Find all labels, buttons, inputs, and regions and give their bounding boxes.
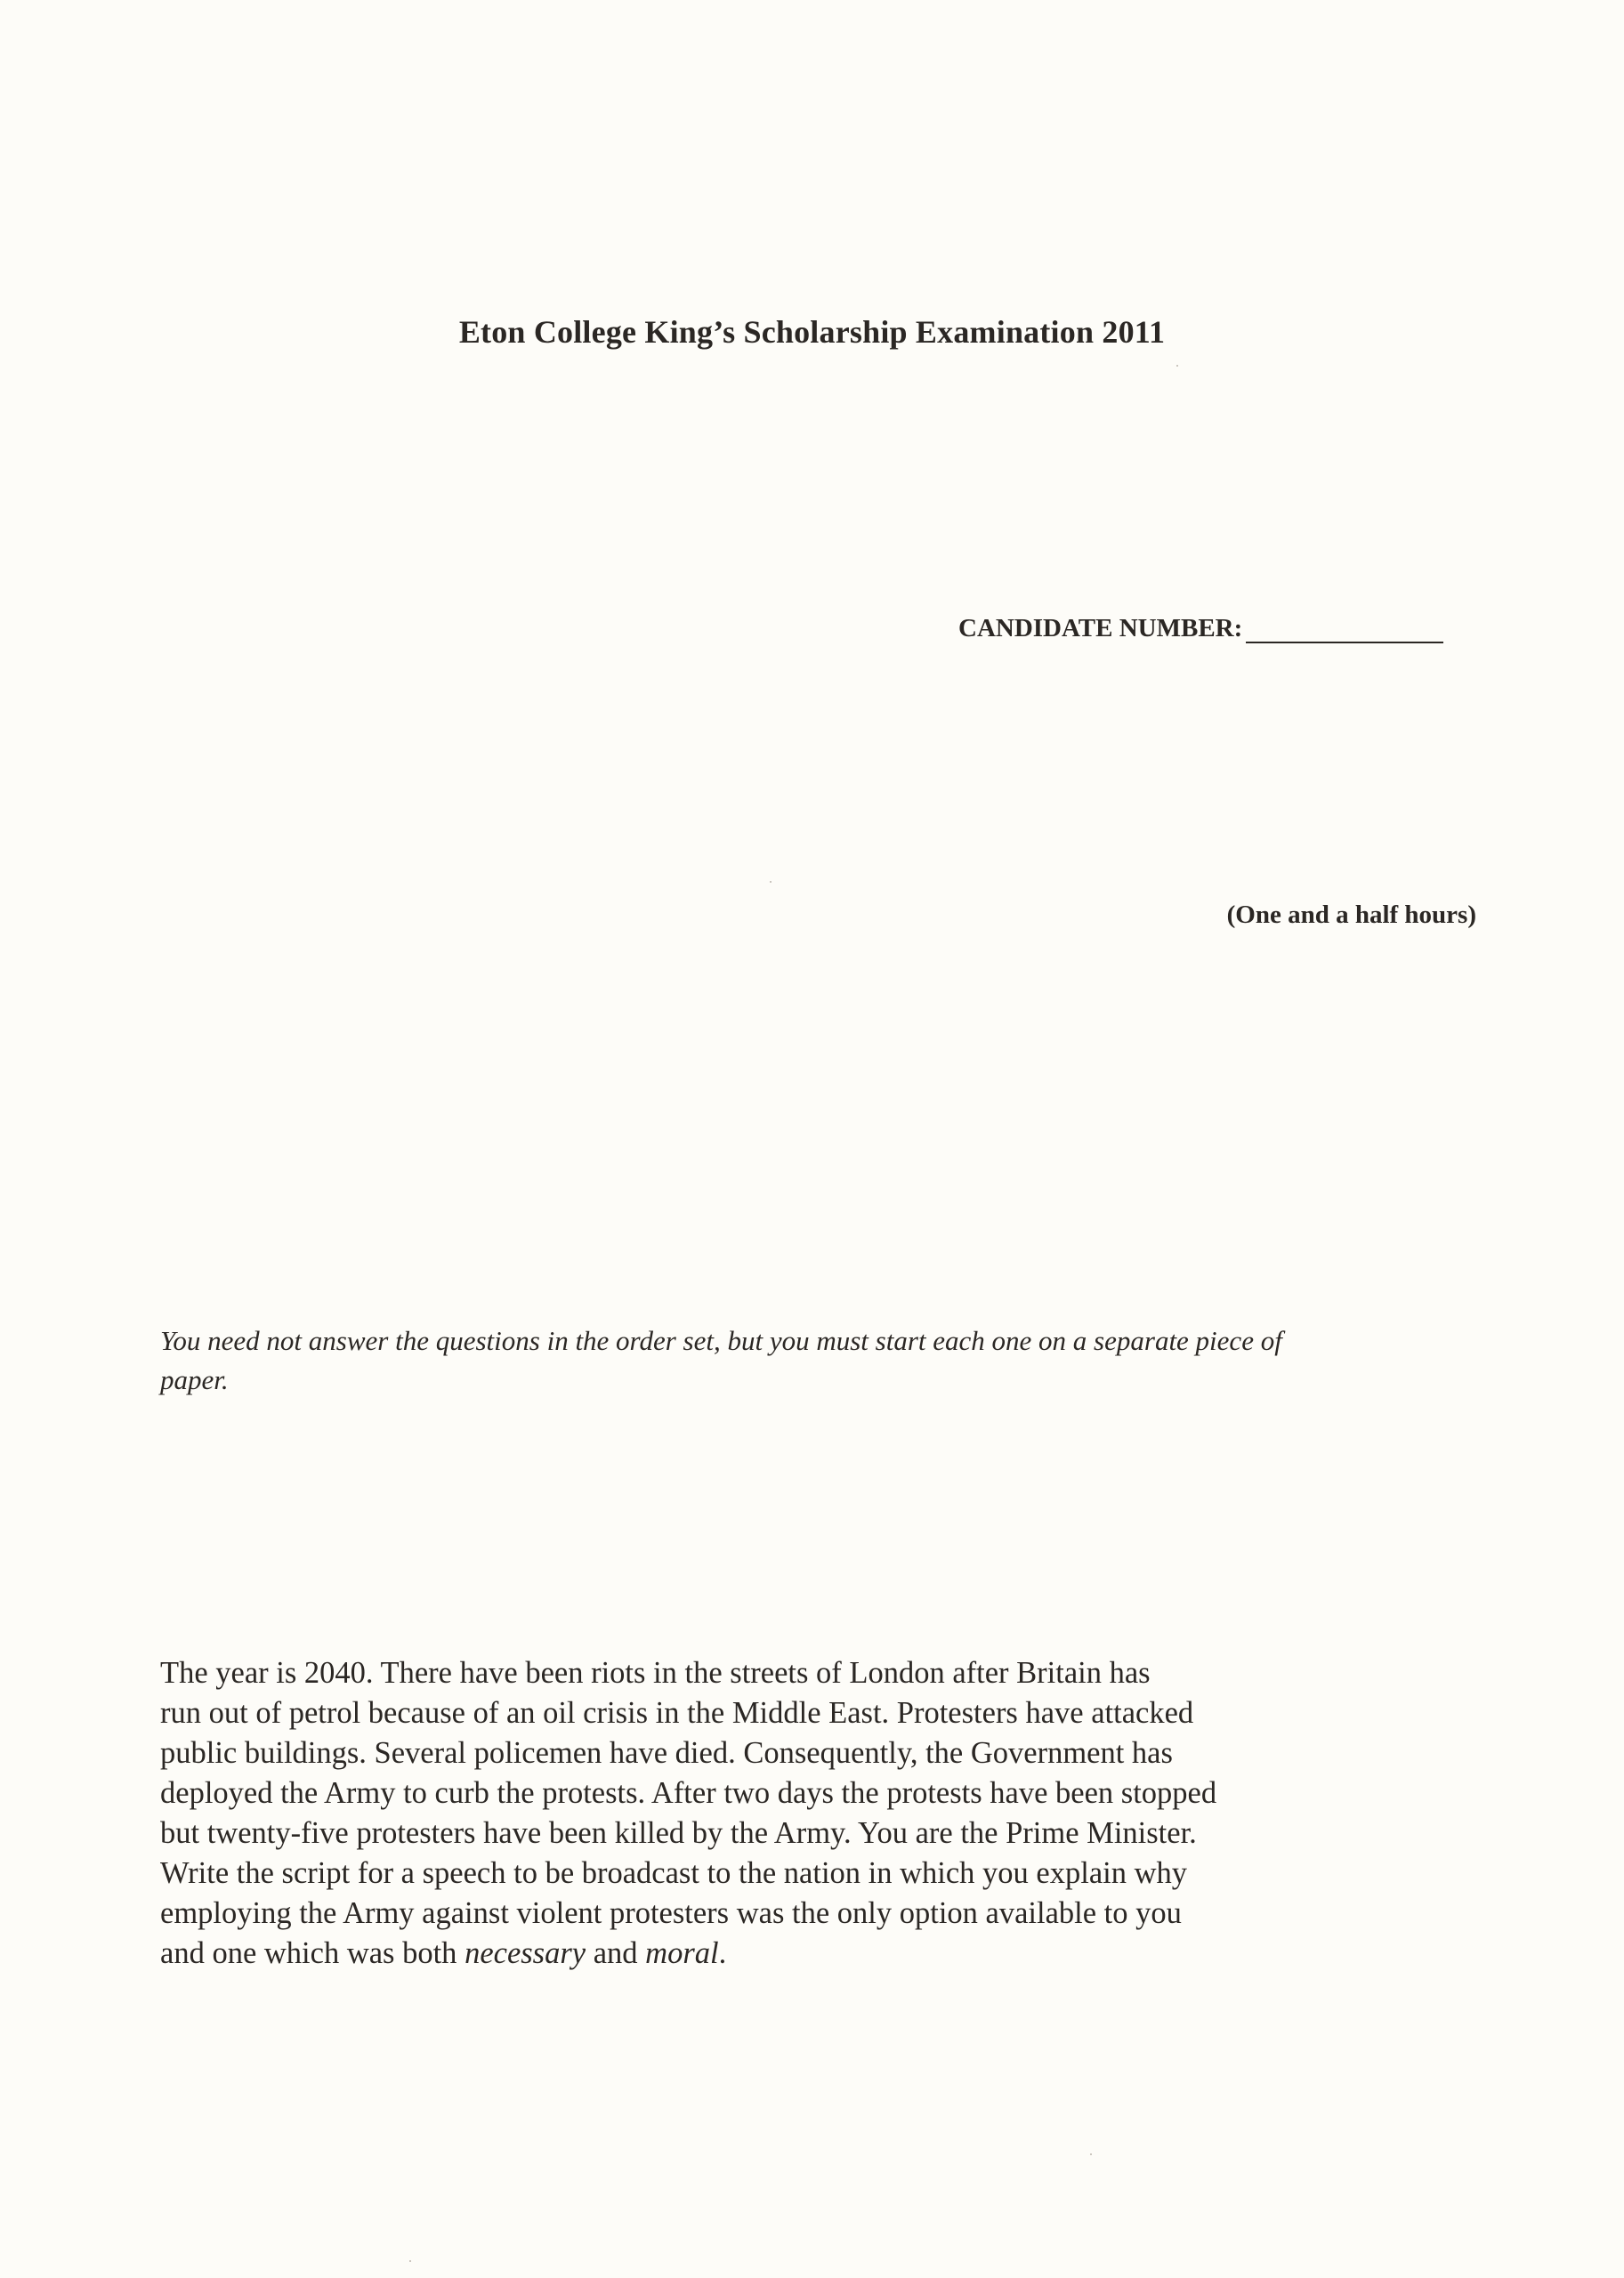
paper-speck — [1176, 365, 1178, 367]
candidate-number-label: CANDIDATE NUMBER: — [958, 614, 1243, 642]
question-emphasis-necessary: necessary — [465, 1936, 586, 1970]
question-line: Write the script for a speech to be broadcast to the nation in which you explain why — [160, 1856, 1188, 1890]
exam-instructions: You need not answer the questions in the order set, but you must start each one on a separate piece of paper. — [160, 1325, 1282, 1395]
candidate-number-blank-line — [1246, 618, 1443, 643]
question-line: run out of petrol because of an oil crisis in the Middle East. Protesters have attacked — [160, 1696, 1194, 1730]
paper-speck — [1090, 2153, 1092, 2155]
exam-question — [160, 1653, 1370, 1974]
question-line: The year is 2040. There have been riots in the streets of London after Britain has — [160, 1656, 1151, 1690]
question-line: but twenty-five protesters have been killed by the Army. You are the Prime Minister. — [160, 1816, 1197, 1850]
question-emphasis-moral: moral — [645, 1936, 719, 1970]
candidate-number-field — [958, 614, 1443, 643]
question-last-line-mid: and — [586, 1936, 646, 1970]
paper-speck — [409, 2260, 411, 2262]
paper-speck — [770, 881, 772, 883]
question-line: public buildings. Several policemen have died. Consequently, the Government has — [160, 1736, 1173, 1770]
exam-duration: (One and a half hours) — [1226, 901, 1476, 929]
question-last-line-end: . — [718, 1936, 727, 1970]
question-line: employing the Army against violent protesters was the only option available to you — [160, 1896, 1182, 1930]
exam-title: Eton College King’s Scholarship Examination 2011 — [458, 314, 1166, 350]
question-last-line-start: and one which was both — [160, 1936, 465, 1970]
question-line-last — [160, 1934, 1370, 1974]
question-line: deployed the Army to curb the protests. After two days the protests have been stopped — [160, 1776, 1217, 1810]
